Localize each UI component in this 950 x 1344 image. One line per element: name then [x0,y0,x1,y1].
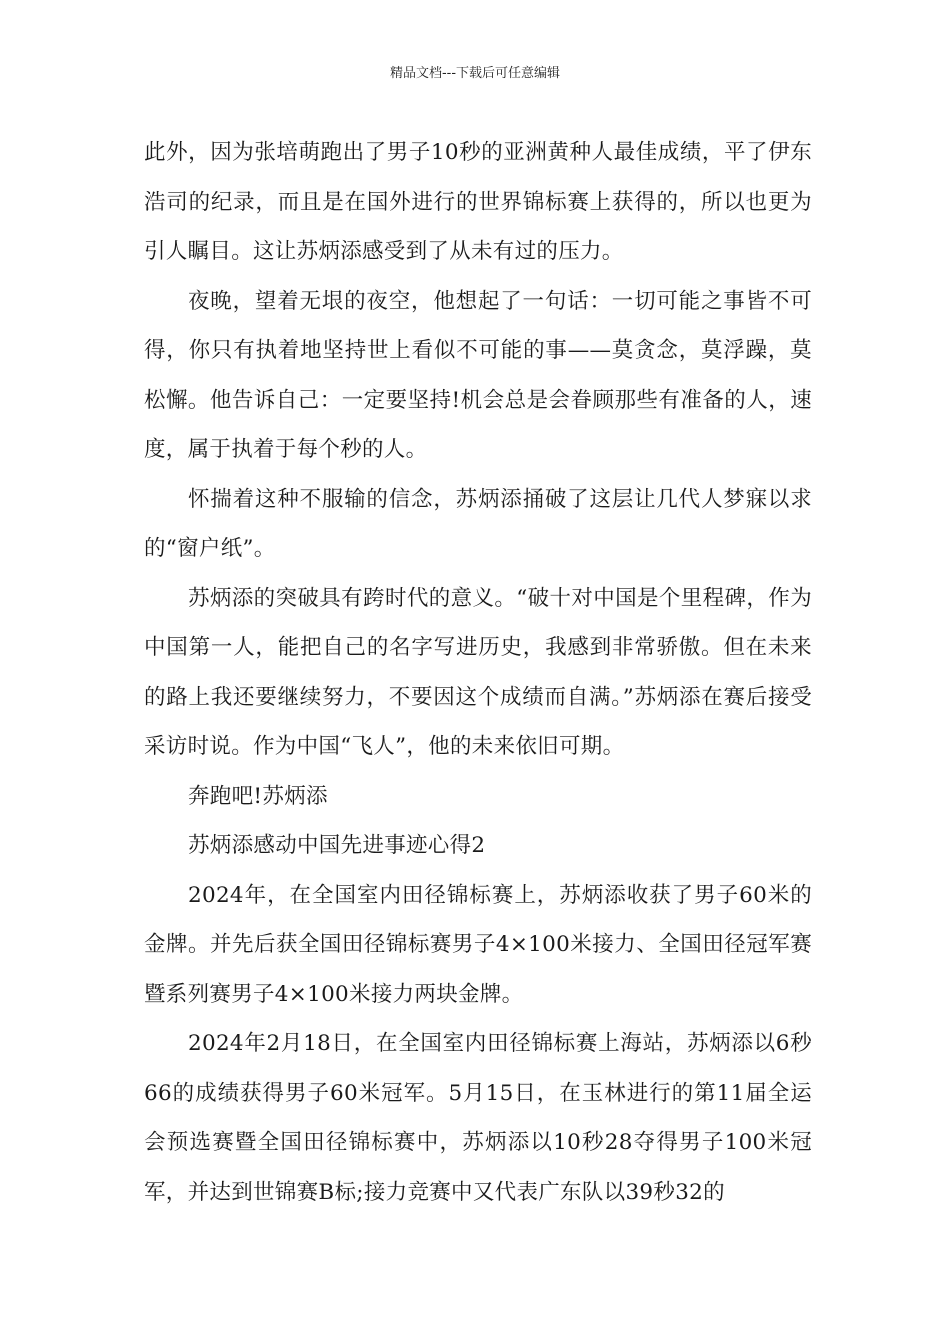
paragraph: 此外，因为张培萌跑出了男子10秒的亚洲黄种人最佳成绩，平了伊东浩司的纪录，而且是在国外进行的世界锦标赛上获得的，所以也更为引人瞩目。这让苏炳添感受到了从未有过的压力。 [144,140,812,264]
paragraph: 2024年2月18日，在全国室内田径锦标赛上海站，苏炳添以6秒66的成绩获得男子60米冠军。5月15日，在玉林进行的第11届全运会预选赛暨全国田径锦标赛中，苏炳添以10秒28夺得男子100米冠军，并达到世锦赛B标;接力竞赛中又代表广东队以39秒32的 [144,1031,812,1205]
section-title: 苏炳添感动中国先进事迹心得2 [188,833,486,858]
paragraph: 怀揣着这种不服输的信念，苏炳添捅破了这层让几代人梦寐以求的“窗户纸”。 [144,486,812,561]
page-header: 精品文档---下载后可任意编辑 [389,66,561,81]
paragraph: 2024年，在全国室内田径锦标赛上，苏炳添收获了男子60米的金牌。并先后获全国田径锦标赛男子4×100米接力、全国田径冠军赛暨系列赛男子4×100米接力两块金牌。 [144,882,812,1007]
section-subheading: 奔跑吧!苏炳添 [188,783,328,809]
document-body [144,128,812,1217]
paragraph: 苏炳添的突破具有跨时代的意义。“破十对中国是个里程碑，作为中国第一人，能把自己的名字写进历史，我感到非常骄傲。但在未来的路上我还要继续努力，不要因这个成绩而自满。”苏炳添在赛后接受采访时说。作为中国“飞人”，他的未来依旧可期。 [144,585,812,759]
paragraph: 夜晚，望着无垠的夜空，他想起了一句话：一切可能之事皆不可得，你只有执着地坚持世上看似不可能的事——莫贪念，莫浮躁，莫松懈。他告诉自己：一定要坚持!机会总是会眷顾那些有准备的人，速度，属于执着于每个秒的人。 [144,288,812,462]
